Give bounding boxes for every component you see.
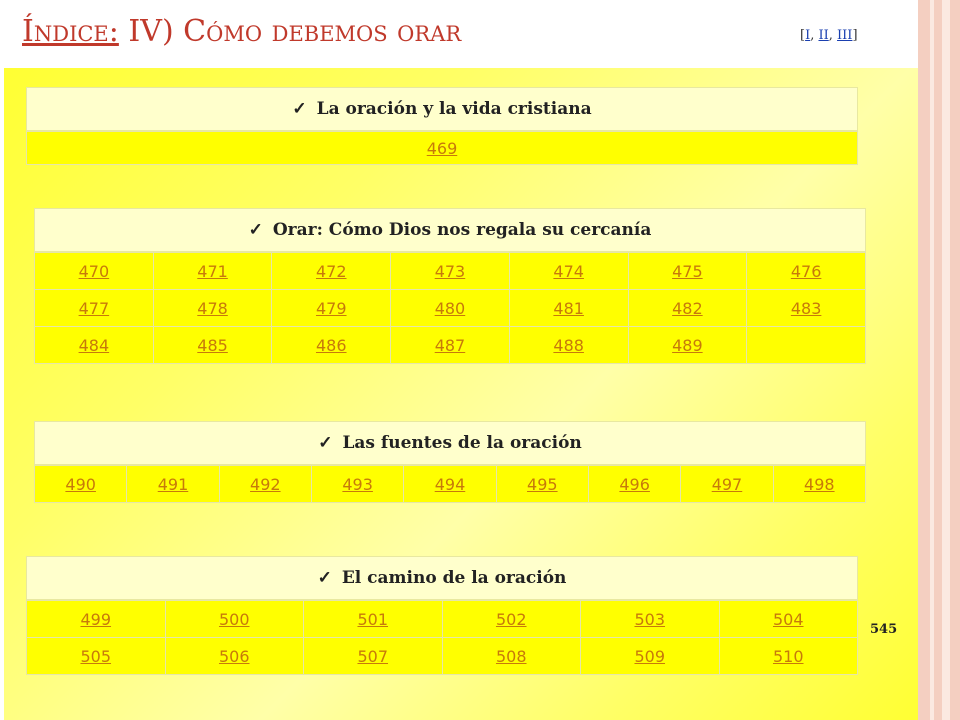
- table-cell: [442, 601, 581, 638]
- section-heading: Orar: Cómo Dios nos regala su cercanía: [272, 220, 652, 240]
- section-header: [26, 556, 858, 600]
- section-heading: El camino de la oración: [341, 568, 567, 588]
- page-link[interactable]: 492: [250, 474, 281, 494]
- table-row: [35, 466, 866, 503]
- table-cell: [272, 290, 391, 327]
- page-link[interactable]: 507: [357, 646, 389, 666]
- side-stripe: [918, 0, 960, 720]
- page-link[interactable]: 484: [78, 335, 110, 355]
- page-table: [26, 600, 858, 675]
- table-row: [35, 253, 866, 290]
- page-link[interactable]: 501: [357, 609, 389, 629]
- table-cell: [304, 638, 443, 675]
- page-link[interactable]: 510: [772, 646, 804, 666]
- table-cell: [719, 601, 858, 638]
- page-link[interactable]: 495: [527, 474, 558, 494]
- page-link[interactable]: 471: [197, 261, 228, 281]
- table-cell: [165, 601, 304, 638]
- page-link[interactable]: 497: [711, 474, 743, 494]
- page-link[interactable]: 475: [672, 261, 703, 281]
- page-link[interactable]: 476: [790, 261, 822, 281]
- table-cell: [509, 253, 628, 290]
- page-link[interactable]: 481: [553, 298, 584, 318]
- table-cell: [272, 327, 391, 364]
- table-cell: [404, 466, 496, 503]
- title-bar: [0, 0, 918, 68]
- section-orar: [34, 208, 866, 364]
- table-cell: [391, 327, 510, 364]
- table-cell: [628, 253, 747, 290]
- page-link[interactable]: 483: [790, 298, 822, 318]
- page-link[interactable]: 488: [553, 335, 584, 355]
- section-la-oracion: [26, 87, 858, 165]
- page-link[interactable]: 508: [495, 646, 527, 666]
- page-link[interactable]: 504: [772, 609, 804, 629]
- check-icon: ✓: [317, 568, 332, 588]
- page-link[interactable]: 505: [80, 646, 112, 666]
- table-cell: [27, 638, 166, 675]
- page-link[interactable]: 502: [495, 609, 527, 629]
- table-cell: [509, 290, 628, 327]
- page-title: [22, 14, 461, 49]
- table-row: [26, 131, 858, 165]
- table-cell: [509, 327, 628, 364]
- page-link[interactable]: 490: [65, 474, 96, 494]
- table-cell: [35, 327, 154, 364]
- page-link[interactable]: 470: [78, 261, 110, 281]
- table-cell: [311, 466, 403, 503]
- page-link[interactable]: 494: [434, 474, 466, 494]
- section-header: [34, 421, 866, 465]
- page-link[interactable]: 498: [804, 474, 835, 494]
- table-cell: [165, 638, 304, 675]
- section-title: IV) Cómo debemos orar: [128, 14, 462, 49]
- link-part-1[interactable]: I: [805, 28, 811, 43]
- page-link[interactable]: 496: [619, 474, 650, 494]
- page-number: 545: [870, 622, 898, 637]
- section-heading: Las fuentes de la oración: [342, 433, 582, 453]
- page-link[interactable]: 472: [315, 261, 347, 281]
- table-cell: [219, 466, 311, 503]
- page-link[interactable]: 485: [197, 335, 228, 355]
- page-link[interactable]: 493: [342, 474, 373, 494]
- part-links: [I, II, III]: [800, 28, 858, 43]
- page-link[interactable]: 477: [78, 298, 110, 318]
- table-cell: [719, 638, 858, 675]
- table-cell: [153, 253, 272, 290]
- page-link[interactable]: 491: [157, 474, 189, 494]
- page-link[interactable]: 479: [315, 298, 347, 318]
- table-cell: [588, 466, 680, 503]
- index-label: Índice:: [22, 14, 119, 49]
- page-link[interactable]: 473: [434, 261, 466, 281]
- page-link[interactable]: 487: [434, 335, 466, 355]
- table-cell: [747, 253, 866, 290]
- page-link[interactable]: 474: [553, 261, 584, 281]
- page-link[interactable]: 500: [218, 609, 250, 629]
- table-cell: [581, 638, 720, 675]
- section-camino: [26, 556, 858, 675]
- table-cell: [35, 253, 154, 290]
- table-cell: [153, 327, 272, 364]
- section-header: [34, 208, 866, 252]
- table-cell: [581, 601, 720, 638]
- page-link[interactable]: 503: [634, 609, 666, 629]
- table-row: [27, 638, 858, 675]
- check-icon: ✓: [248, 220, 263, 240]
- page-table: [34, 252, 866, 364]
- table-cell: [27, 601, 166, 638]
- side-stripe-light: [942, 0, 950, 720]
- page-link[interactable]: 499: [80, 609, 112, 629]
- page-link[interactable]: 509: [634, 646, 666, 666]
- table-cell: [153, 290, 272, 327]
- page-link[interactable]: 489: [672, 335, 703, 355]
- page-link[interactable]: 469: [426, 138, 458, 158]
- table-row: [35, 327, 866, 364]
- section-fuentes: [34, 421, 866, 503]
- page-table: [34, 465, 866, 503]
- table-cell: [747, 290, 866, 327]
- link-part-3[interactable]: III: [837, 28, 853, 43]
- page-link[interactable]: 480: [434, 298, 466, 318]
- page-link[interactable]: 482: [672, 298, 703, 318]
- table-cell: [35, 466, 127, 503]
- check-icon: ✓: [292, 99, 307, 119]
- table-cell: [442, 638, 581, 675]
- link-part-2[interactable]: II: [818, 28, 829, 43]
- table-cell: [628, 327, 747, 364]
- page-link[interactable]: 506: [218, 646, 250, 666]
- side-stripe-light-2: [930, 0, 934, 720]
- table-cell: [628, 290, 747, 327]
- table-cell: [304, 601, 443, 638]
- table-cell: [391, 290, 510, 327]
- section-heading: La oración y la vida cristiana: [316, 99, 592, 119]
- page-link[interactable]: 478: [197, 298, 228, 318]
- table-cell: [127, 466, 219, 503]
- table-cell: [272, 253, 391, 290]
- table-cell: [747, 327, 866, 364]
- table-cell: [35, 290, 154, 327]
- check-icon: ✓: [318, 433, 333, 453]
- table-cell: [773, 466, 865, 503]
- table-cell: [391, 253, 510, 290]
- table-row: [35, 290, 866, 327]
- table-row: [27, 601, 858, 638]
- page-link[interactable]: 486: [315, 335, 347, 355]
- table-cell: [681, 466, 773, 503]
- section-header: [26, 87, 858, 131]
- table-cell: [496, 466, 588, 503]
